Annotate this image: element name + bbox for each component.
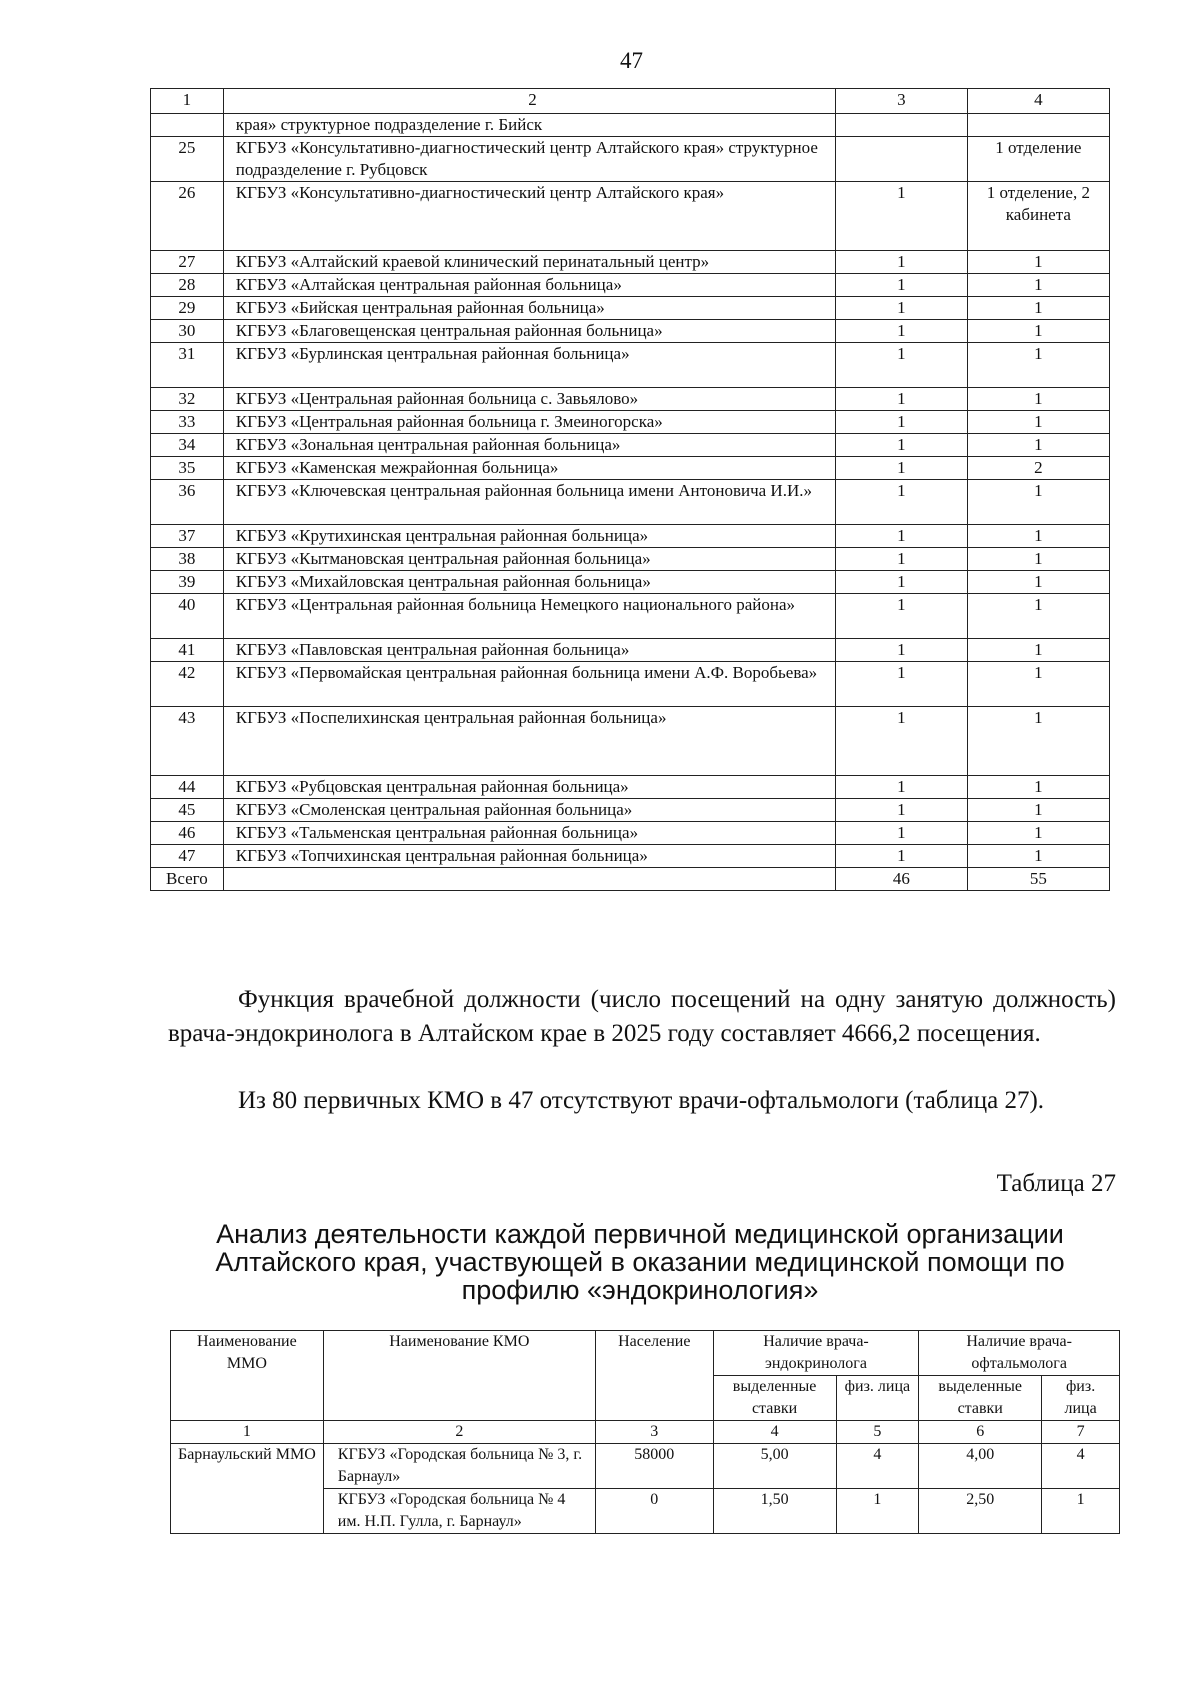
- table-row: [151, 251, 1110, 274]
- col-3-value: [836, 114, 968, 137]
- row-number: 37: [151, 525, 224, 548]
- institution-name: КГБУЗ «Поспелихинская центральная районная больница»: [223, 707, 835, 776]
- col-4-value: 1: [967, 799, 1109, 822]
- institution-name: КГБУЗ «Бурлинская центральная районная больница»: [223, 343, 835, 388]
- col-3-value: 1: [836, 571, 968, 594]
- header-ophth-allocated: выделенные ставки: [919, 1376, 1042, 1421]
- header-population: Население: [595, 1331, 713, 1421]
- header-kmo: Наименование КМО: [323, 1331, 595, 1421]
- col-4-value: 1 отделение, 2 кабинета: [967, 182, 1109, 251]
- total-col-3: 46: [836, 868, 968, 891]
- col-4-value: 1: [967, 845, 1109, 868]
- table-row: [151, 274, 1110, 297]
- table-row: [151, 822, 1110, 845]
- table-row: [151, 137, 1110, 182]
- header-col-4: 4: [967, 89, 1109, 114]
- page-number: 47: [620, 48, 643, 73]
- analysis-header-row-1: [171, 1331, 1120, 1376]
- total-label: Всего: [151, 868, 224, 891]
- institution-name: КГБУЗ «Консультативно-диагностический центр Алтайского края»: [223, 182, 835, 251]
- col-3-value: 1: [836, 639, 968, 662]
- header-ophth-persons: физ. лица: [1042, 1376, 1120, 1421]
- ophth-persons-value: 4: [1042, 1444, 1120, 1489]
- table-row: [151, 411, 1110, 434]
- table-title: Анализ деятельности каждой первичной медицинской организации Алтайского края, участвующей в оказании медицинской помощи по профилю «эндокринология»: [215, 1219, 1065, 1305]
- col-4-value: 1: [967, 411, 1109, 434]
- table-header-row: [151, 89, 1110, 114]
- col-4-value: 1: [967, 662, 1109, 707]
- row-number: 42: [151, 662, 224, 707]
- endo-persons-value: 4: [836, 1444, 919, 1489]
- institution-name: КГБУЗ «Консультативно-диагностический центр Алтайского края» структурное подразделение г. Рубцовск: [223, 137, 835, 182]
- institution-name: КГБУЗ «Зональная центральная районная больница»: [223, 434, 835, 457]
- col-4-value: 1 отделение: [967, 137, 1109, 182]
- col-3-value: 1: [836, 388, 968, 411]
- col-4-value: 1: [967, 822, 1109, 845]
- table-row: [151, 457, 1110, 480]
- institution-name: КГБУЗ «Рубцовская центральная районная больница»: [223, 776, 835, 799]
- col-3-value: 1: [836, 320, 968, 343]
- col-4-value: 1: [967, 274, 1109, 297]
- number-cell: 3: [595, 1421, 713, 1444]
- institution-name: КГБУЗ «Михайловская центральная районная больница»: [223, 571, 835, 594]
- institution-name: КГБУЗ «Каменская межрайонная больница»: [223, 457, 835, 480]
- analysis-table: [170, 1330, 1120, 1534]
- header-endo-allocated: выделенные ставки: [713, 1376, 836, 1421]
- institution-name: КГБУЗ «Алтайская центральная районная больница»: [223, 274, 835, 297]
- row-number: 38: [151, 548, 224, 571]
- table-row: [151, 776, 1110, 799]
- col-3-value: 1: [836, 822, 968, 845]
- table-row: [151, 594, 1110, 639]
- col-3-value: 1: [836, 662, 968, 707]
- table-row: [151, 571, 1110, 594]
- col-4-value: 1: [967, 594, 1109, 639]
- col-4-value: 1: [967, 434, 1109, 457]
- col-3-value: 1: [836, 251, 968, 274]
- col-4-value: 1: [967, 388, 1109, 411]
- population-value: 0: [595, 1489, 713, 1534]
- col-3-value: 1: [836, 525, 968, 548]
- col-4-value: 1: [967, 707, 1109, 776]
- col-3-value: 1: [836, 845, 968, 868]
- table-row: [151, 525, 1110, 548]
- total-col-4: 55: [967, 868, 1109, 891]
- col-3-value: 1: [836, 594, 968, 639]
- institution-name: КГБУЗ «Центральная районная больница Немецкого национального района»: [223, 594, 835, 639]
- col-3-value: 1: [836, 297, 968, 320]
- institution-name: КГБУЗ «Центральная районная больница г. Змеиногорска»: [223, 411, 835, 434]
- endo-rates-value: 1,50: [713, 1489, 836, 1534]
- table-number-label: Таблица 27: [996, 1170, 1116, 1197]
- header-endo-persons: физ. лица: [836, 1376, 919, 1421]
- number-cell: 5: [836, 1421, 919, 1444]
- row-number: 26: [151, 182, 224, 251]
- kmo-name: КГБУЗ «Городская больница № 4 им. Н.П. Гулла, г. Барнаул»: [323, 1489, 595, 1534]
- institution-name: КГБУЗ «Ключевская центральная районная больница имени Антоновича И.И.»: [223, 480, 835, 525]
- table-row: [151, 707, 1110, 776]
- institution-name: КГБУЗ «Алтайский краевой клинический перинатальный центр»: [223, 251, 835, 274]
- row-number: 34: [151, 434, 224, 457]
- col-3-value: 1: [836, 411, 968, 434]
- col-4-value: 1: [967, 548, 1109, 571]
- header-mmo: Наименование ММО: [171, 1331, 324, 1421]
- ophth-rates-value: 2,50: [919, 1489, 1042, 1534]
- row-number: 30: [151, 320, 224, 343]
- table-row: [151, 548, 1110, 571]
- col-4-value: 1: [967, 251, 1109, 274]
- table-row: [151, 320, 1110, 343]
- table-row: [151, 388, 1110, 411]
- col-4-value: 1: [967, 639, 1109, 662]
- col-3-value: 1: [836, 457, 968, 480]
- institution-name: КГБУЗ «Первомайская центральная районная больница имени А.Ф. Воробьева»: [223, 662, 835, 707]
- col-3-value: [836, 137, 968, 182]
- col-3-value: 1: [836, 274, 968, 297]
- table-row: [151, 639, 1110, 662]
- col-4-value: 1: [967, 297, 1109, 320]
- institution-name: КГБУЗ «Кытмановская центральная районная больница»: [223, 548, 835, 571]
- institution-name: КГБУЗ «Бийская центральная районная больница»: [223, 297, 835, 320]
- endo-persons-value: 1: [836, 1489, 919, 1534]
- col-4-value: 2: [967, 457, 1109, 480]
- table-row: [151, 114, 1110, 137]
- col-3-value: 1: [836, 548, 968, 571]
- analysis-number-row: [171, 1421, 1120, 1444]
- col-3-value: 1: [836, 799, 968, 822]
- row-number: 47: [151, 845, 224, 868]
- header-ophthalmologist: Наличие врача-офтальмолога: [919, 1331, 1120, 1376]
- table-row: [151, 845, 1110, 868]
- ophth-persons-value: 1: [1042, 1489, 1120, 1534]
- col-4-value: 1: [967, 525, 1109, 548]
- ophth-rates-value: 4,00: [919, 1444, 1042, 1489]
- total-row: [151, 868, 1110, 891]
- institutions-table: [150, 88, 1110, 891]
- table-row: [151, 799, 1110, 822]
- row-number: 29: [151, 297, 224, 320]
- row-number: 39: [151, 571, 224, 594]
- header-endocrinologist: Наличие врача-эндокринолога: [713, 1331, 919, 1376]
- number-cell: 7: [1042, 1421, 1120, 1444]
- paragraph-endocrinologist-function: Функция врачебной должности (число посещений на одну занятую должность) врача-эндокринолога в Алтайском крае в 2025 году составляет 4666,2 посещения.: [168, 986, 1116, 1047]
- total-empty: [223, 868, 835, 891]
- mmo-name: Барнаульский ММО: [171, 1444, 324, 1534]
- col-3-value: 1: [836, 707, 968, 776]
- col-3-value: 1: [836, 182, 968, 251]
- table-row: [151, 182, 1110, 251]
- row-number: 41: [151, 639, 224, 662]
- col-3-value: 1: [836, 776, 968, 799]
- row-number: 32: [151, 388, 224, 411]
- col-4-value: 1: [967, 320, 1109, 343]
- row-number: 46: [151, 822, 224, 845]
- institution-name: КГБУЗ «Топчихинская центральная районная больница»: [223, 845, 835, 868]
- header-col-3: 3: [836, 89, 968, 114]
- institution-name: КГБУЗ «Павловская центральная районная больница»: [223, 639, 835, 662]
- table-row: [151, 343, 1110, 388]
- institution-name: КГБУЗ «Тальменская центральная районная больница»: [223, 822, 835, 845]
- table-row: [151, 434, 1110, 457]
- row-number: [151, 114, 224, 137]
- row-number: 33: [151, 411, 224, 434]
- row-number: 43: [151, 707, 224, 776]
- row-number: 35: [151, 457, 224, 480]
- institution-name: КГБУЗ «Смоленская центральная районная больница»: [223, 799, 835, 822]
- row-number: 27: [151, 251, 224, 274]
- institution-name: края» структурное подразделение г. Бийск: [223, 114, 835, 137]
- header-col-2: 2: [223, 89, 835, 114]
- number-cell: 2: [323, 1421, 595, 1444]
- col-3-value: 1: [836, 343, 968, 388]
- institution-name: КГБУЗ «Крутихинская центральная районная больница»: [223, 525, 835, 548]
- row-number: 36: [151, 480, 224, 525]
- col-4-value: 1: [967, 776, 1109, 799]
- col-4-value: 1: [967, 480, 1109, 525]
- col-3-value: 1: [836, 480, 968, 525]
- row-number: 45: [151, 799, 224, 822]
- row-number: 31: [151, 343, 224, 388]
- kmo-name: КГБУЗ «Городская больница № 3, г. Барнаул»: [323, 1444, 595, 1489]
- col-3-value: 1: [836, 434, 968, 457]
- table-row: [151, 662, 1110, 707]
- endo-rates-value: 5,00: [713, 1444, 836, 1489]
- row-number: 40: [151, 594, 224, 639]
- number-cell: 6: [919, 1421, 1042, 1444]
- header-col-1: 1: [151, 89, 224, 114]
- institutions-table-body: [151, 114, 1110, 868]
- col-4-value: 1: [967, 343, 1109, 388]
- number-cell: 4: [713, 1421, 836, 1444]
- paragraph-ophthalmologists: Из 80 первичных КМО в 47 отсутствуют врачи-офтальмологи (таблица 27).: [238, 1087, 1045, 1114]
- institution-name: КГБУЗ «Благовещенская центральная районная больница»: [223, 320, 835, 343]
- col-4-value: [967, 114, 1109, 137]
- institution-name: КГБУЗ «Центральная районная больница с. Завьялово»: [223, 388, 835, 411]
- table-row: [151, 480, 1110, 525]
- col-4-value: 1: [967, 571, 1109, 594]
- table-row: [151, 297, 1110, 320]
- number-cell: 1: [171, 1421, 324, 1444]
- row-number: 44: [151, 776, 224, 799]
- population-value: 58000: [595, 1444, 713, 1489]
- analysis-row: [171, 1444, 1120, 1489]
- row-number: 28: [151, 274, 224, 297]
- row-number: 25: [151, 137, 224, 182]
